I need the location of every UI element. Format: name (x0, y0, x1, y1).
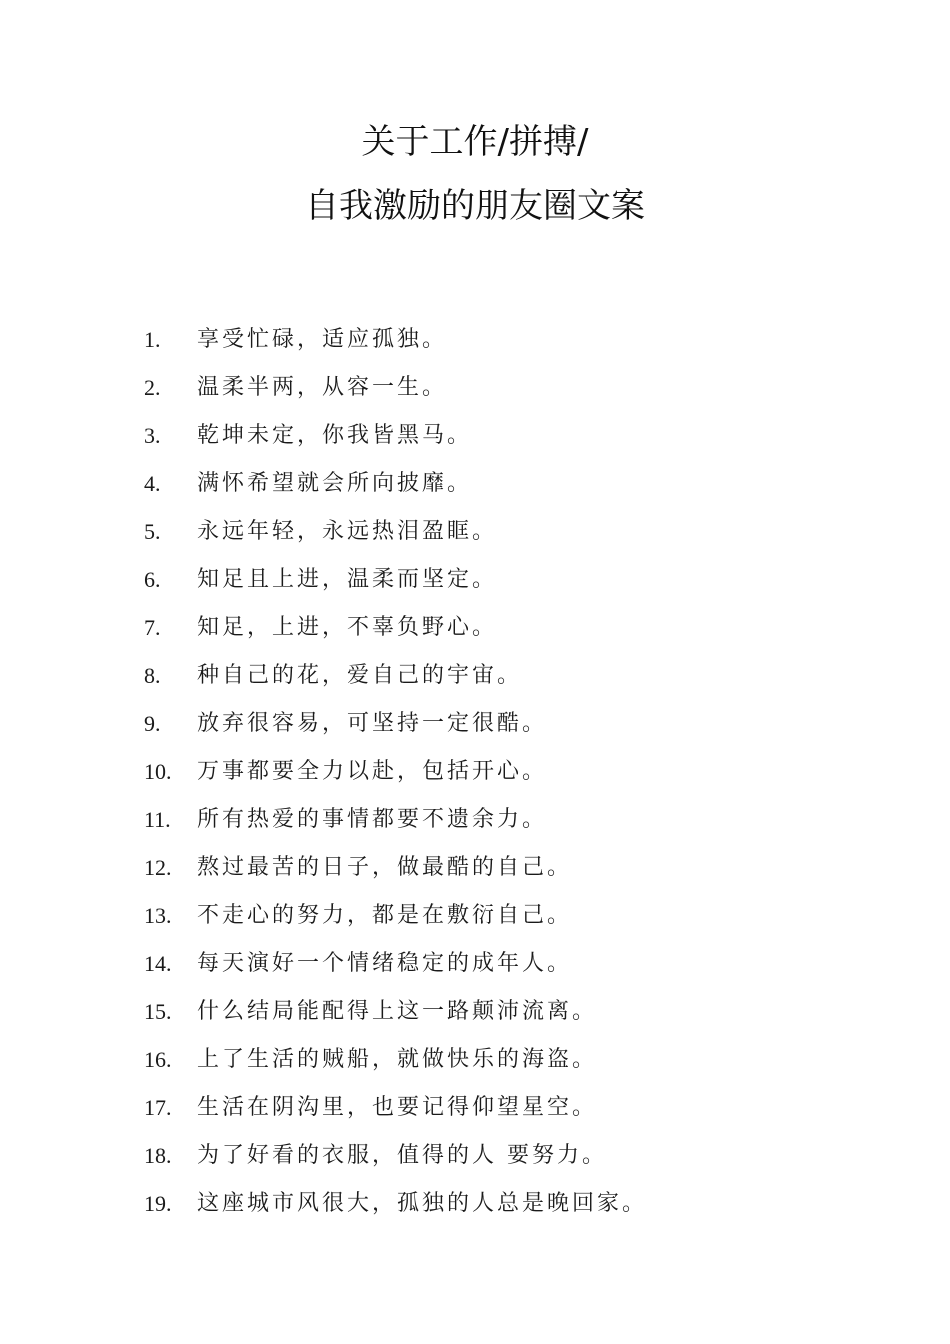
item-text: 上了生活的贼船，就做快乐的海盗。 (197, 1047, 598, 1072)
item-text: 知足，上进，不辜负野心。 (197, 615, 498, 640)
item-text: 不走心的努力，都是在敷衍自己。 (197, 903, 573, 928)
list-item (144, 1036, 904, 1084)
item-number: 4. (144, 471, 161, 496)
item-number: 3. (144, 423, 161, 448)
list-item (144, 1132, 904, 1180)
item-number: 5. (144, 519, 161, 544)
item-text: 种自己的花，爱自己的宇宙。 (197, 663, 523, 688)
item-text: 温柔半两，从容一生。 (197, 375, 448, 400)
list-item (144, 1180, 904, 1228)
item-text: 放弃很容易，可坚持一定很酷。 (197, 711, 548, 736)
item-number: 12. (144, 855, 172, 880)
quote-list (144, 316, 904, 1228)
item-text: 熬过最苦的日子，做最酷的自己。 (197, 855, 573, 880)
list-item (144, 1084, 904, 1132)
item-number: 10. (144, 759, 172, 784)
document-title-line-1: 关于工作/拼搏/ (361, 122, 589, 162)
item-number: 2. (144, 375, 161, 400)
item-number: 19. (144, 1191, 172, 1216)
list-item (144, 412, 904, 460)
list-item (144, 988, 904, 1036)
list-item (144, 316, 904, 364)
list-item (144, 652, 904, 700)
item-number: 11. (144, 807, 171, 832)
list-item (144, 940, 904, 988)
item-text: 永远年轻，永远热泪盈眶。 (197, 519, 498, 544)
item-number: 6. (144, 567, 161, 592)
list-item (144, 796, 904, 844)
item-number: 18. (144, 1143, 172, 1168)
item-number: 16. (144, 1047, 172, 1072)
item-number: 17. (144, 1095, 172, 1120)
item-text: 知足且上进，温柔而坚定。 (197, 567, 498, 592)
list-item (144, 844, 904, 892)
item-text: 万事都要全力以赴，包括开心。 (197, 759, 548, 784)
item-text: 满怀希望就会所向披靡。 (197, 471, 473, 496)
document-title-line-2: 自我激励的朋友圈文案 (305, 186, 645, 226)
list-item (144, 556, 904, 604)
item-number: 7. (144, 615, 161, 640)
list-item (144, 892, 904, 940)
item-number: 15. (144, 999, 172, 1024)
list-item (144, 460, 904, 508)
list-item (144, 748, 904, 796)
item-text: 乾坤未定，你我皆黑马。 (197, 423, 473, 448)
item-number: 9. (144, 711, 161, 736)
item-text: 为了好看的衣服，值得的人 要努力。 (197, 1143, 607, 1168)
item-number: 8. (144, 663, 161, 688)
item-number: 13. (144, 903, 172, 928)
item-text: 所有热爱的事情都要不遗余力。 (197, 807, 548, 832)
list-item (144, 604, 904, 652)
item-text: 享受忙碌，适应孤独。 (197, 327, 448, 352)
list-item (144, 508, 904, 556)
item-text: 每天演好一个情绪稳定的成年人。 (197, 951, 573, 976)
item-text: 生活在阴沟里，也要记得仰望星空。 (197, 1095, 598, 1120)
item-number: 14. (144, 951, 172, 976)
list-item (144, 364, 904, 412)
list-item (144, 700, 904, 748)
item-text: 这座城市风很大，孤独的人总是晚回家。 (197, 1191, 648, 1216)
item-number: 1. (144, 327, 161, 352)
item-text: 什么结局能配得上这一路颠沛流离。 (197, 999, 598, 1024)
